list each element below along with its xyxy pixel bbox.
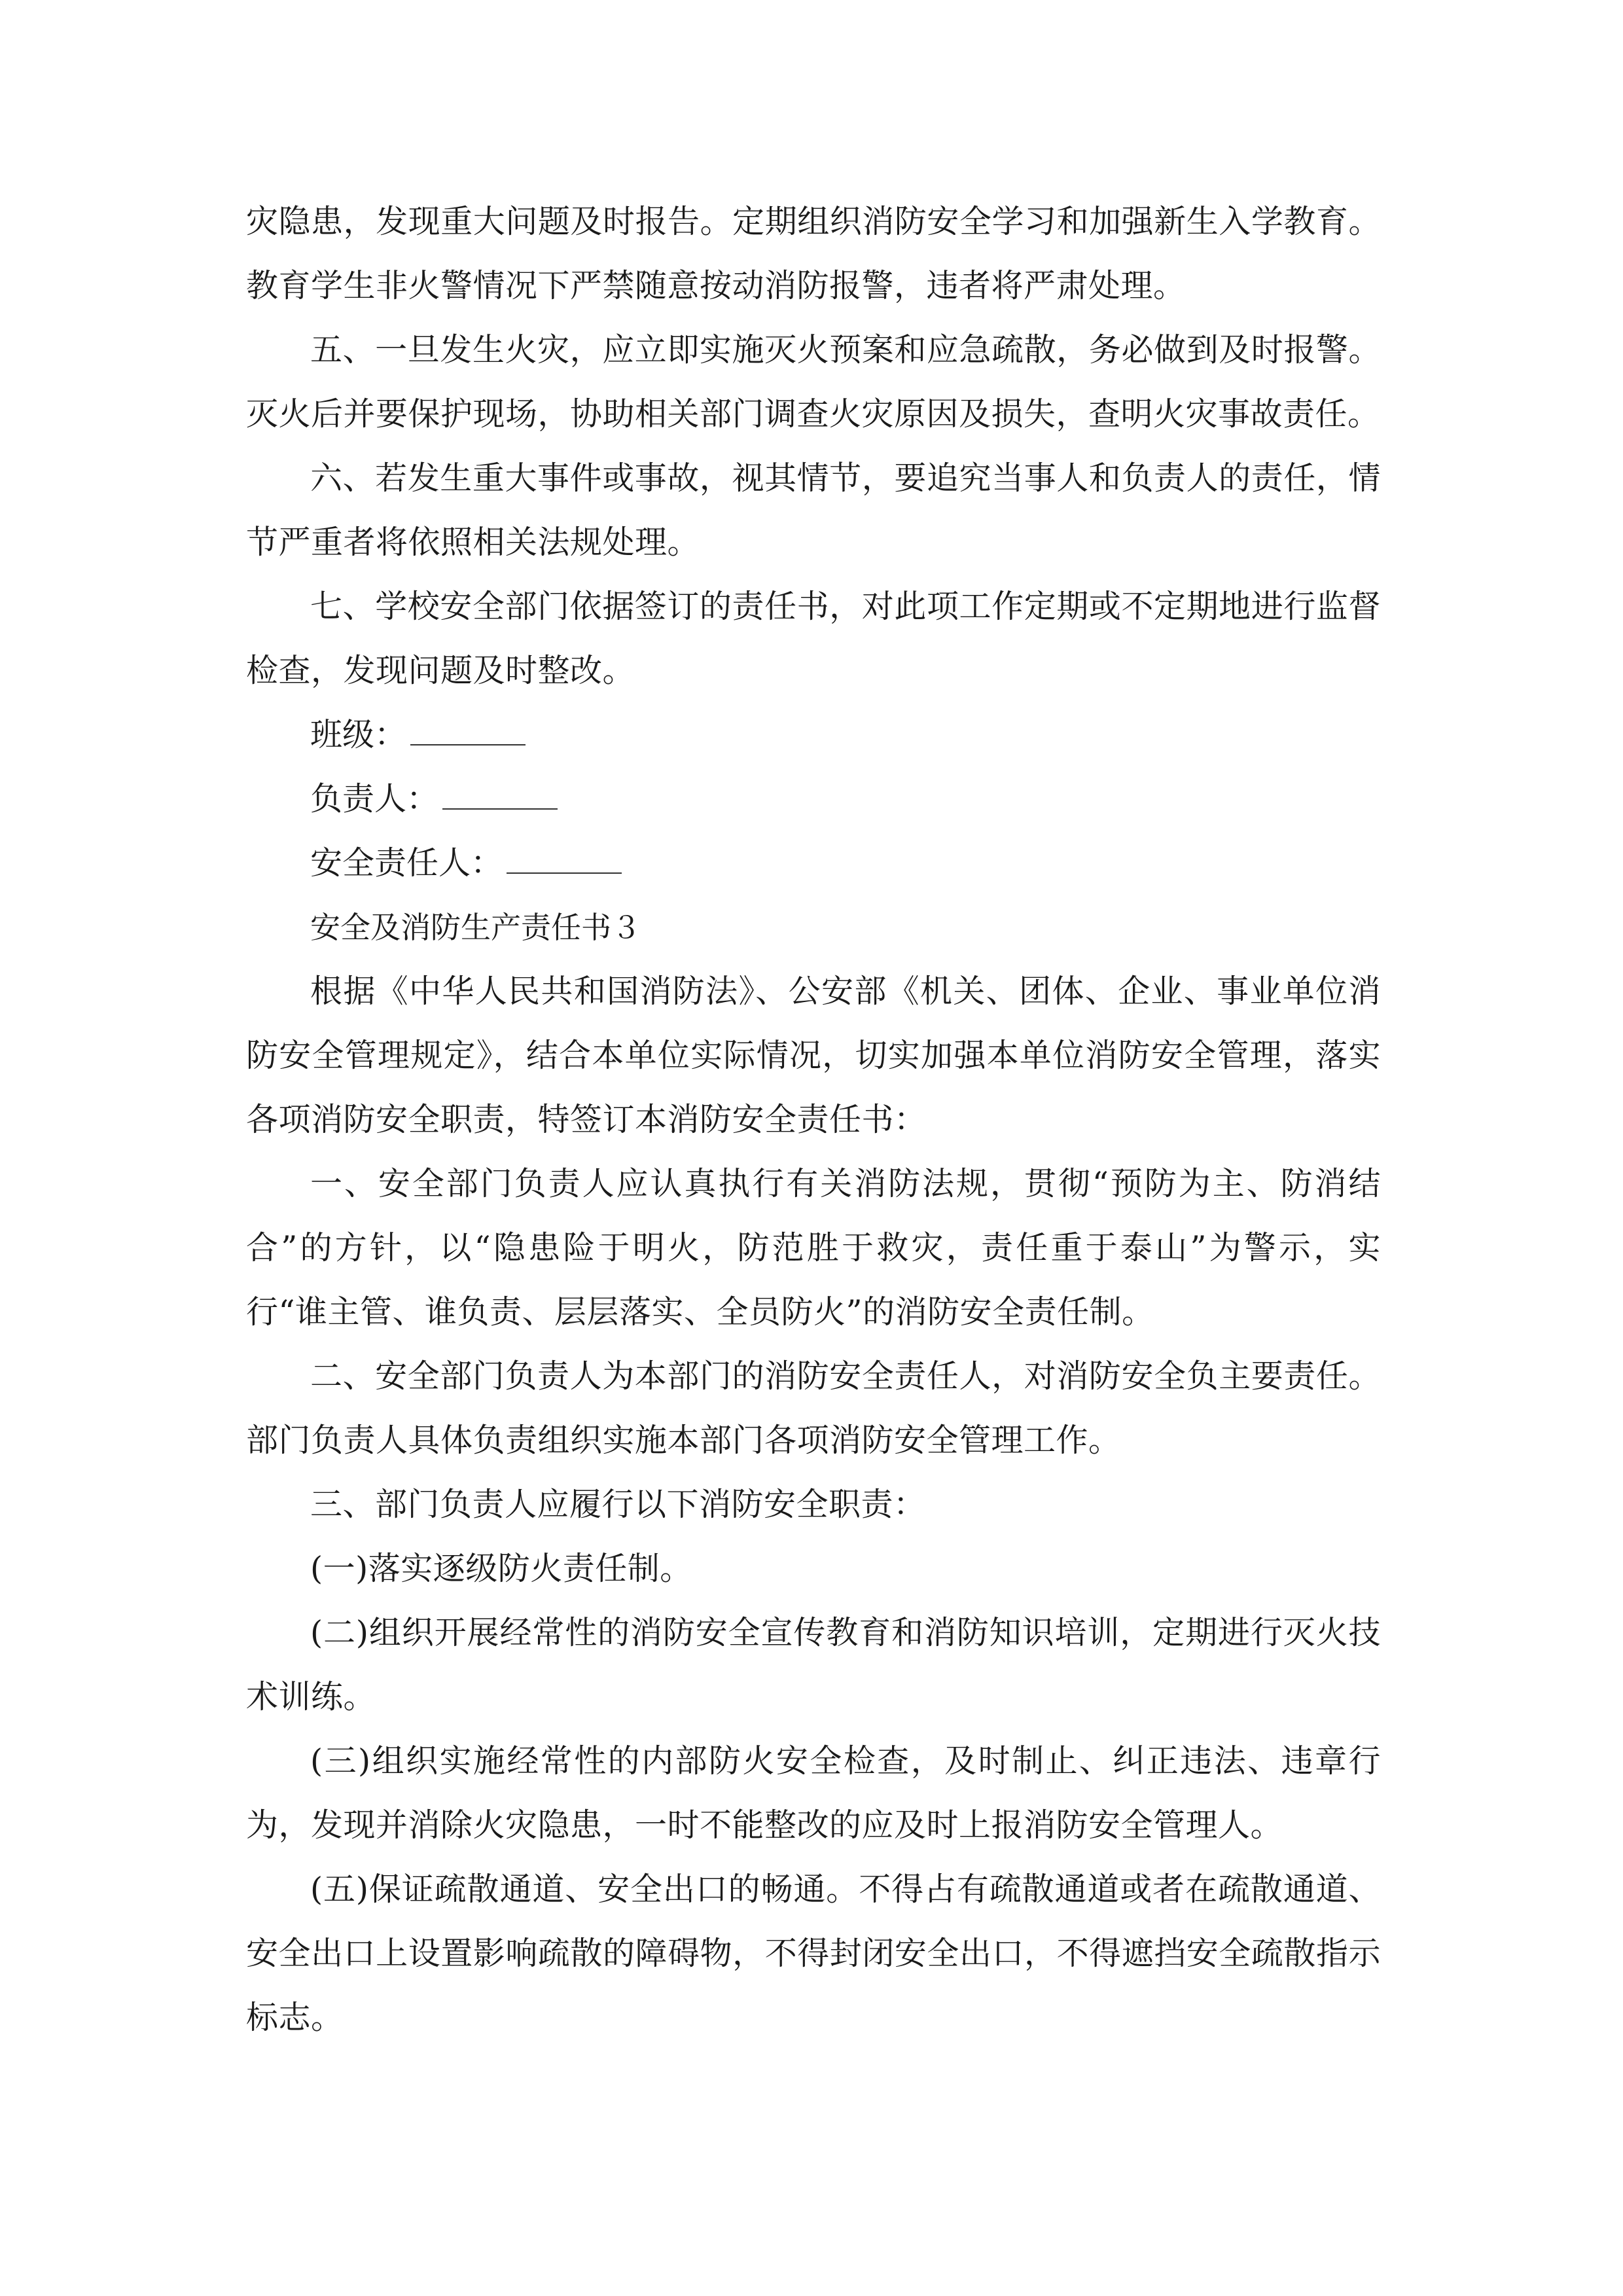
paragraph-continuation: 灾隐患，发现重大问题及时报告。定期组织消防安全学习和加强新生入学教育。教育学生非火警情况下严禁随意按动消防报警，违者将严肃处理。: [246, 203, 1381, 304]
document-body: [246, 190, 1381, 2050]
paragraph-clause-3: 三、部门负责人应履行以下消防安全职责：: [310, 1486, 926, 1523]
class-label: 班级：: [310, 716, 407, 753]
paragraph-sub-3: (三)组织实施经常性的内部防火安全检查，及时制止、纠正违法、违章行为，发现并消除火灾隐患，一时不能整改的应及时上报消防安全管理人。: [246, 1742, 1381, 1844]
safety-responsible-label: 安全责任人：: [310, 844, 503, 882]
leader-label: 负责人：: [310, 780, 439, 817]
paragraph-clause-1: 一、安全部门负责人应认真执行有关消防法规，贯彻“预防为主、防消结合”的方针，以“隐患险于明火，防范胜于救灾，责任重于泰山”为警示，实行“谁主管、谁负责、层层落实、全员防火”的消防安全责任制。: [246, 1165, 1381, 1331]
leader-blank-line[interactable]: [442, 780, 558, 810]
paragraph-sub-2: (二)组织开展经常性的消防安全宣传教育和消防知识培训，定期进行灭火技术训练。: [246, 1614, 1381, 1715]
class-blank-line[interactable]: [410, 715, 526, 745]
class-field: [246, 703, 1381, 767]
section-title: 安全及消防生产责任书３: [310, 910, 641, 945]
paragraph-item-5: 五、一旦发生火灾，应立即实施灭火预案和应急疏散，务必做到及时报警。灭火后并要保护现场，协助相关部门调查火灾原因及损失，查明火灾事故责任。: [246, 331, 1381, 433]
paragraph-item-7: 七、学校安全部门依据签订的责任书，对此项工作定期或不定期地进行监督检查，发现问题及时整改。: [246, 588, 1381, 689]
safety-responsible-blank-line[interactable]: [507, 844, 622, 874]
paragraph-sub-1: (一)落实逐级防火责任制。: [310, 1550, 692, 1587]
paragraph-item-6: 六、若发生重大事件或事故，视其情节，要追究当事人和负责人的责任，情节严重者将依照相关法规处理。: [246, 459, 1381, 561]
paragraph-clause-2: 二、安全部门负责人为本部门的消防安全责任人，对消防安全负主要责任。部门负责人具体负责组织实施本部门各项消防安全管理工作。: [246, 1357, 1381, 1459]
safety-responsible-field: [246, 831, 1381, 895]
paragraph-intro: 根据《中华人民共和国消防法》、公安部《机关、团体、企业、事业单位消防安全管理规定》，结合本单位实际情况，切实加强本单位消防安全管理，落实各项消防安全职责，特签订本消防安全责任书：: [246, 973, 1381, 1138]
paragraph-sub-5: (五)保证疏散通道、安全出口的畅通。不得占有疏散通道或者在疏散通道、安全出口上设置影响疏散的障碍物，不得封闭安全出口，不得遮挡安全疏散指示标志。: [246, 1871, 1381, 2036]
leader-field: [246, 767, 1381, 831]
